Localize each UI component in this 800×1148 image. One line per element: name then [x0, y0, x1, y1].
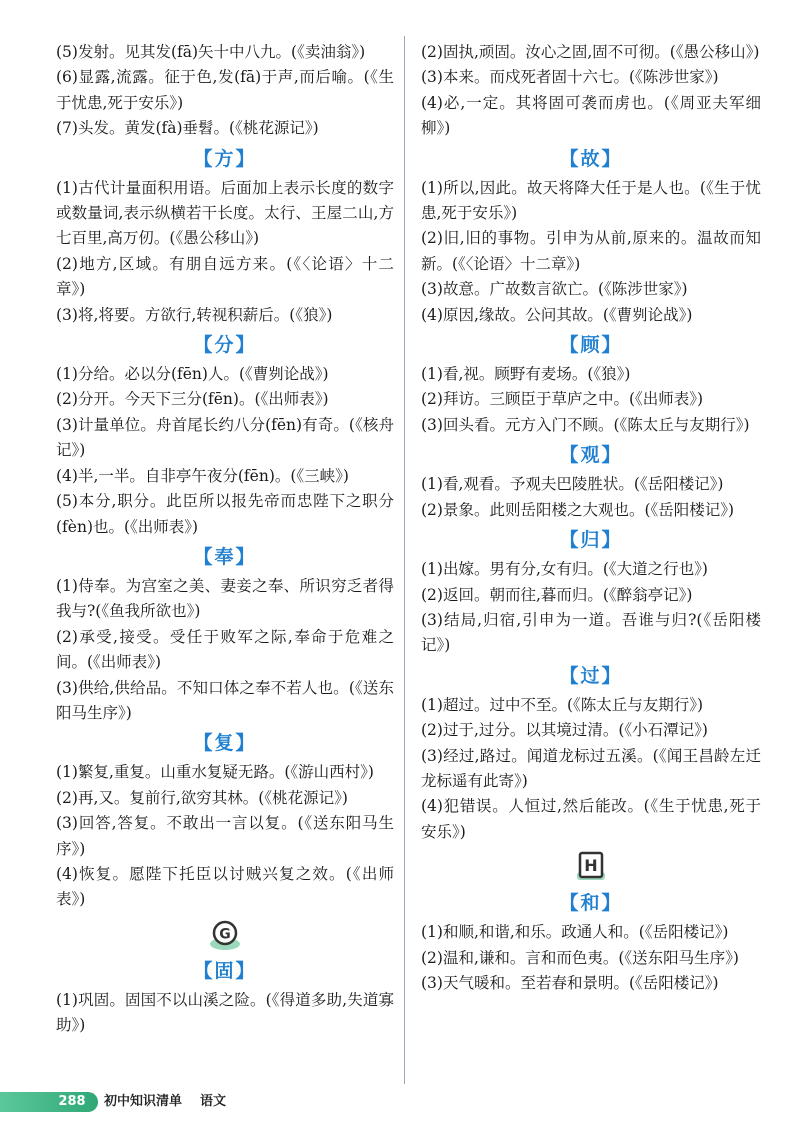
heading-gui: 【归】	[559, 529, 623, 552]
entry-gui-1: (1)出嫁。男有分,女有归。(《大道之行也》)	[421, 560, 708, 579]
entry-guk-3: (3)回头看。元方入门不顾。(《陈太丘与友期行》)	[421, 415, 750, 434]
section-letter-g	[56, 918, 394, 954]
page-number: 288	[58, 1094, 86, 1109]
entry-fu-1: (1)繁复,重复。山重水复疑无路。(《游山西村》)	[56, 763, 374, 782]
entry-fu-3: (3)回答,答复。不敢出一言以复。(《送东阳马生序》)	[56, 814, 394, 858]
entry-gux-4: (4)原因,缘故。公问其故。(《曹刿论战》)	[421, 305, 693, 324]
heading-gu-look: 【顾】	[559, 334, 623, 357]
entry-guo-3: (3)经过,路过。闻道龙标过五溪。(《闻王昌龄左迁龙标遥有此寄》)	[421, 746, 761, 790]
entry-gux-2: (2)旧,旧的事物。引申为从前,原来的。温故而知新。(《〈论语〉十二章》)	[421, 229, 761, 273]
letter-g-icon	[207, 918, 243, 952]
entry-fu-2: (2)再,又。复前行,欲穷其林。(《桃花源记》)	[56, 788, 348, 807]
entry-feng-3: (3)供给,供给品。不知口体之奉不若人也。(《送东阳马生序》)	[56, 678, 394, 722]
section-letter-h-text: H	[584, 856, 598, 876]
page-footer	[0, 1092, 800, 1112]
entry-fu-4: (4)恢复。愿陛下托臣以讨贼兴复之效。(《出师表》)	[56, 864, 394, 909]
right-column	[421, 40, 761, 996]
heading-fang: 【方】	[193, 147, 257, 170]
entry-gu-1: (1)巩固。固国不以山溪之险。(《得道多助,失道寡助》)	[56, 990, 394, 1035]
entry-fen-2: (2)分开。今天下三分(fēn)。(《出师表》)	[56, 390, 329, 409]
entry-feng-1: (1)侍奉。为宫室之美、妻妾之奉、所识穷乏者得我与?(《鱼我所欲也》)	[56, 576, 394, 621]
heading-feng: 【奉】	[193, 545, 257, 568]
column-divider	[404, 36, 405, 1084]
heading-gu: 【固】	[193, 959, 257, 982]
entry-gui-2: (2)返回。朝而往,暮而归。(《醉翁亭记》)	[421, 585, 693, 604]
heading-fu: 【复】	[193, 732, 257, 755]
entry-gui-3: (3)结局,归宿,引申为一道。吾谁与归?(《岳阳楼记》)	[421, 610, 761, 655]
entry-gux-1: (1)所以,因此。故天将降大任于是人也。(《生于忧患,死于安乐》)	[421, 178, 761, 223]
heading-gu-reason: 【故】	[559, 147, 623, 170]
entry-fang-3: (3)将,将要。方欲行,转视积薪后。(《狼》)	[56, 305, 333, 324]
entry-guan-2: (2)景象。此则岳阳楼之大观也。(《岳阳楼记》)	[421, 500, 735, 519]
left-column	[56, 40, 394, 1039]
entry-he-2: (2)温和,谦和。言和而色夷。(《送东阳马生序》)	[421, 948, 739, 967]
entry-guk-2: (2)拜访。三顾臣于草庐之中。(《出师表》)	[421, 390, 704, 409]
entry-gux-3: (3)故意。广故数言欲亡。(《陈涉世家》)	[421, 280, 688, 299]
entry-he-1: (1)和顺,和谐,和乐。政通人和。(《岳阳楼记》)	[421, 923, 729, 942]
heading-guan: 【观】	[559, 444, 623, 467]
entry-guan-1: (1)看,观看。予观夫巴陵胜状。(《岳阳楼记》)	[421, 475, 724, 494]
entry-guk-1: (1)看,视。顾野有麦场。(《狼》)	[421, 365, 631, 384]
entry-fa-7: (7)头发。黄发(fà)垂髫。(《桃花源记》)	[56, 119, 319, 138]
entry-he-3: (3)天气暖和。至若春和景明。(《岳阳楼记》)	[421, 973, 719, 992]
entry-guo-1: (1)超过。过中不至。(《陈太丘与友期行》)	[421, 695, 704, 714]
entry-fen-3: (3)计量单位。舟首尾长约八分(fēn)有奇。(《核舟记》)	[56, 415, 394, 460]
entry-gu-3: (3)本来。而戍死者固十六七。(《陈涉世家》)	[421, 68, 719, 87]
heading-he: 【和】	[559, 892, 623, 915]
entry-gu-4: (4)必,一定。其将固可袭而虏也。(《周亚夫军细柳》)	[421, 93, 761, 138]
entry-feng-2: (2)承受,接受。受任于败军之际,奉命于危难之间。(《出师表》)	[56, 627, 394, 672]
entry-guo-2: (2)过于,过分。以其境过清。(《小石潭记》)	[421, 721, 708, 740]
entry-fa-5: (5)发射。见其发(fā)矢十中八九。(《卖油翁》)	[56, 43, 366, 61]
entry-fen-1: (1)分给。必以分(fēn)人。(《曹刿论战》)	[56, 365, 329, 384]
section-letter-h	[421, 850, 761, 886]
section-letter-g-text: G	[219, 926, 231, 943]
subject-label: 语文	[200, 1094, 227, 1109]
heading-guo: 【过】	[559, 664, 623, 687]
book-title: 初中知识清单	[104, 1094, 183, 1109]
heading-fen: 【分】	[193, 334, 257, 357]
entry-fen-5: (5)本分,职分。此臣所以报先帝而忠陛下之职分(fèn)也。(《出师表》)	[56, 492, 394, 536]
entry-fang-1: (1)古代计量面积用语。后面加上表示长度的数字或数量词,表示纵横若干长度。太行、王屋二山,方七百里,高万仞。(《愚公移山》)	[56, 178, 394, 248]
entry-fa-6: (6)显露,流露。征于色,发(fā)于声,而后喻。(《生于忧患,死于安乐》)	[56, 68, 394, 112]
entry-fen-4: (4)半,一半。自非亭午夜分(fēn)。(《三峡》)	[56, 466, 349, 485]
entry-guo-4: (4)犯错误。人恒过,然后能改。(《生于忧患,死于安乐》)	[421, 797, 761, 841]
entry-fang-2: (2)地方,区域。有朋自远方来。(《〈论语〉十二章》)	[56, 254, 394, 299]
letter-h-icon	[573, 850, 609, 884]
entry-gu-2: (2)固执,顽固。汝心之固,固不可彻。(《愚公移山》)	[421, 43, 760, 61]
